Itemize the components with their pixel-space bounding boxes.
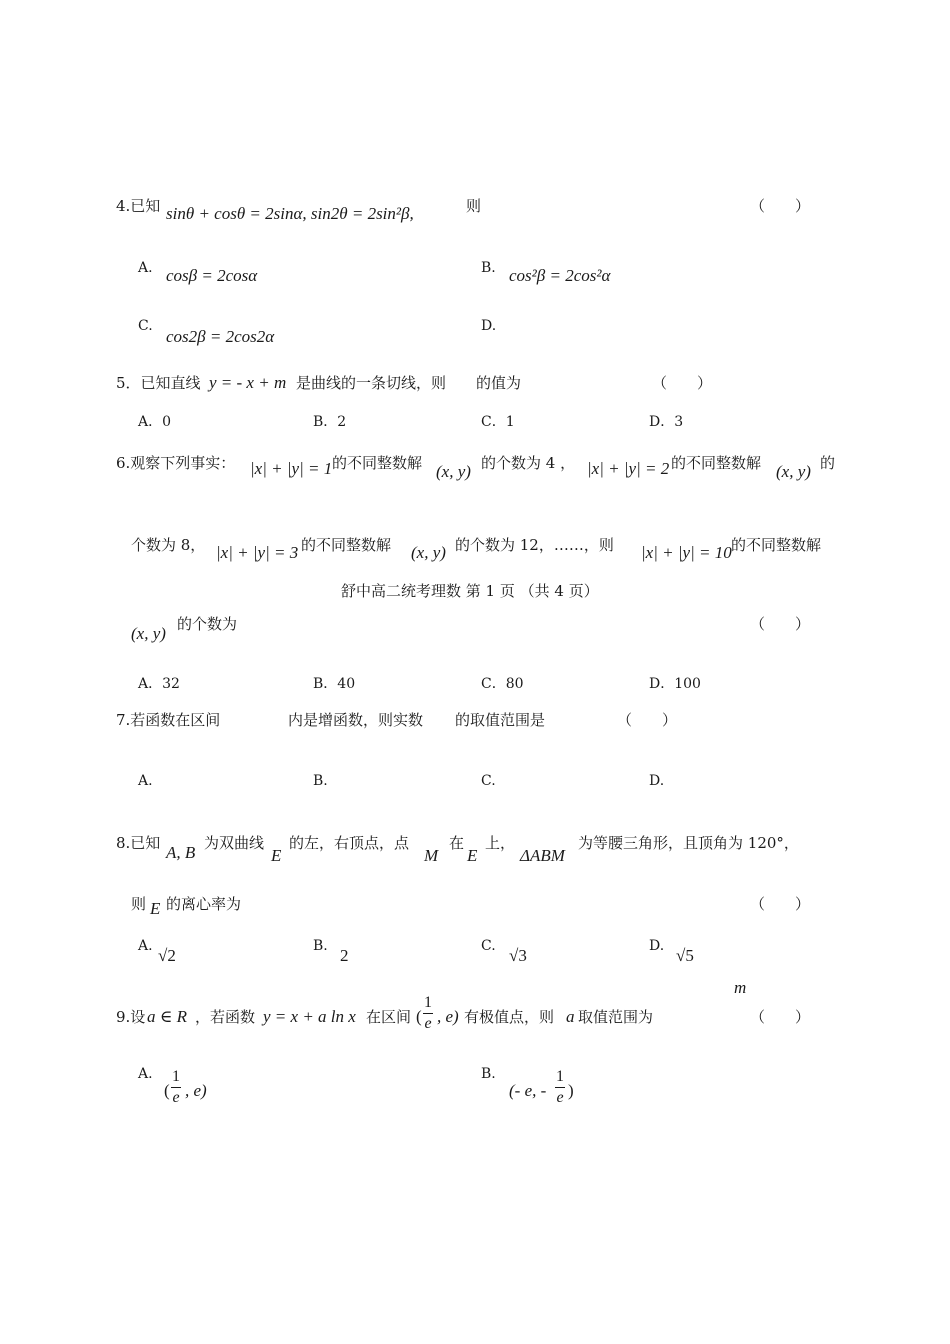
q9-option-b-denominator: e: [556, 1089, 564, 1106]
q9-option-a-left: (: [164, 1081, 170, 1100]
q9-interval-left: (: [416, 1007, 422, 1026]
q6-text5: 个数为 8，: [131, 536, 206, 554]
q8-text1: 为双曲线: [204, 834, 265, 852]
q6-option-a: A．32: [138, 676, 180, 692]
q6-answer-paren: （ ）: [750, 615, 811, 633]
q6-xy3: (x, y): [411, 543, 446, 562]
q7-label: 7.若函数在区间: [116, 711, 221, 729]
q8-text4: 上，: [485, 834, 516, 852]
q8-option-b: 2: [340, 946, 349, 965]
q8-option-b-letter: B.: [313, 938, 328, 954]
q9-option-a-bar: [171, 1087, 181, 1088]
q8-label: 8.已知: [116, 834, 161, 852]
q9-fraction-denominator: e: [424, 1015, 432, 1032]
q4-option-a-letter: A.: [138, 260, 153, 276]
q8-e3: E: [150, 899, 161, 918]
page-footer: 舒中高二统考理数 第 1 页 （共 4 页）: [341, 582, 599, 600]
q6-text7: 的个数为 12，……，则: [455, 536, 614, 554]
q5-label: 5．已知直线: [116, 374, 201, 392]
q9-label: 9.设: [116, 1008, 146, 1026]
q8-text7: 的离心率为: [166, 895, 242, 913]
q8-option-a-letter: A.: [138, 938, 153, 954]
q5-option-a: A．0: [138, 414, 172, 430]
q6-text8: 的不同整数解: [731, 536, 822, 554]
q9-text4: 取值范围为: [578, 1008, 654, 1026]
q4-label: 4.已知: [116, 197, 161, 215]
q6-xy1: (x, y): [436, 462, 471, 481]
q9-option-b-fraction: [555, 1068, 565, 1107]
q9-text1: ，若函数: [195, 1008, 256, 1026]
q6-xy2: (x, y): [776, 462, 811, 481]
q4-option-b: cos²β = 2cos²α: [509, 266, 611, 285]
q7-option-d: D.: [649, 773, 665, 789]
q5-formula: y = - x + m: [209, 373, 287, 392]
q9-text2: 在区间: [366, 1008, 412, 1026]
q9-option-b-right: ): [568, 1081, 574, 1100]
q8-option-c-letter: C.: [481, 938, 496, 954]
q6-eq2: |x| + |y| = 2: [587, 459, 670, 478]
q7-option-a: A.: [138, 773, 153, 789]
q7-text3: 的取值范围是: [455, 711, 546, 729]
q8-text5: 为等腰三角形，且顶角为 120°，: [578, 834, 799, 852]
q9-function: y = x + a ln x: [263, 1007, 356, 1026]
q9-option-a-fraction: [171, 1068, 181, 1107]
q8-option-d: √5: [676, 946, 694, 965]
q8-option-a: √2: [158, 946, 176, 965]
q8-triangle: ΔABM: [520, 846, 565, 865]
stray-m: m: [734, 978, 747, 997]
q6-eq4: |x| + |y| = 10: [641, 543, 732, 562]
q7-option-c: C.: [481, 773, 496, 789]
q6-option-d: D．100: [649, 676, 701, 692]
q9-text3: 有极值点，则: [464, 1008, 555, 1026]
q9-fraction: [423, 994, 433, 1033]
q7-option-b: B.: [313, 773, 328, 789]
q9-option-a-letter: A.: [138, 1066, 153, 1082]
q4-answer-paren: （ ）: [750, 197, 811, 215]
q6-option-b: B．40: [313, 676, 356, 692]
q6-eq3: |x| + |y| = 3: [216, 543, 299, 562]
q8-option-d-letter: D.: [649, 938, 665, 954]
q9-option-b-left: (- e, -: [509, 1081, 547, 1100]
q4-suffix: 则: [466, 197, 482, 215]
q8-ab: A, B: [166, 843, 196, 862]
q4-formula: sinθ + cosθ = 2sinα, sin2θ = 2sin²β,: [166, 204, 414, 223]
q8-option-c: √3: [509, 946, 527, 965]
q8-m: M: [424, 846, 439, 865]
q6-option-c: C．80: [481, 676, 524, 692]
q6-text1: 的不同整数解: [332, 454, 423, 472]
q4-option-a: cosβ = 2cosα: [166, 266, 258, 285]
q9-option-a-denominator: e: [172, 1089, 180, 1106]
q6-eq1: |x| + |y| = 1: [250, 459, 333, 478]
q5-answer-paren: （ ）: [652, 374, 713, 392]
q8-answer-paren: （ ）: [750, 895, 811, 913]
q4-option-c-letter: C.: [138, 318, 153, 334]
q8-text6: 则: [131, 895, 147, 913]
q8-text3: 在: [449, 834, 465, 852]
q6-xy4: (x, y): [131, 624, 166, 643]
q9-a: a: [566, 1007, 575, 1026]
q5-text: 是曲线的一条切线，则 的值为: [296, 374, 522, 392]
q6-text6: 的不同整数解: [301, 536, 392, 554]
q4-option-d-letter: D.: [481, 318, 497, 334]
q9-option-a-right: , e): [185, 1081, 207, 1100]
q5-option-d: D．3: [649, 414, 684, 430]
q4-option-b-letter: B.: [481, 260, 496, 276]
q6-text3: 的不同整数解: [671, 454, 762, 472]
q6-text9: 的个数为: [177, 615, 238, 633]
q5-option-c: C．1: [481, 414, 515, 430]
q9-option-b-numerator: 1: [556, 1068, 564, 1085]
q6-text4: 的: [820, 454, 836, 472]
q4-option-c: cos2β = 2cos2α: [166, 327, 275, 346]
q9-option-b-letter: B.: [481, 1066, 496, 1082]
q8-text2: 的左，右顶点，点: [289, 834, 410, 852]
q6-text2: 的个数为 4 ，: [481, 454, 576, 472]
q8-e2: E: [467, 846, 478, 865]
q9-option-b-bar: [555, 1087, 565, 1088]
q5-option-b: B．2: [313, 414, 347, 430]
q9-interval-right: , e): [437, 1007, 459, 1026]
q7-answer-paren: （ ）: [617, 711, 678, 729]
q9-a-in-r: a ∈ R: [147, 1007, 187, 1026]
q9-fraction-bar: [423, 1013, 433, 1014]
q9-option-a-numerator: 1: [172, 1068, 180, 1085]
q9-fraction-numerator: 1: [424, 994, 432, 1011]
q7-text2: 内是增函数，则实数: [288, 711, 424, 729]
q9-answer-paren: （ ）: [750, 1008, 811, 1026]
q8-e1: E: [271, 846, 282, 865]
q6-label: 6.观察下列事实：: [116, 454, 236, 472]
